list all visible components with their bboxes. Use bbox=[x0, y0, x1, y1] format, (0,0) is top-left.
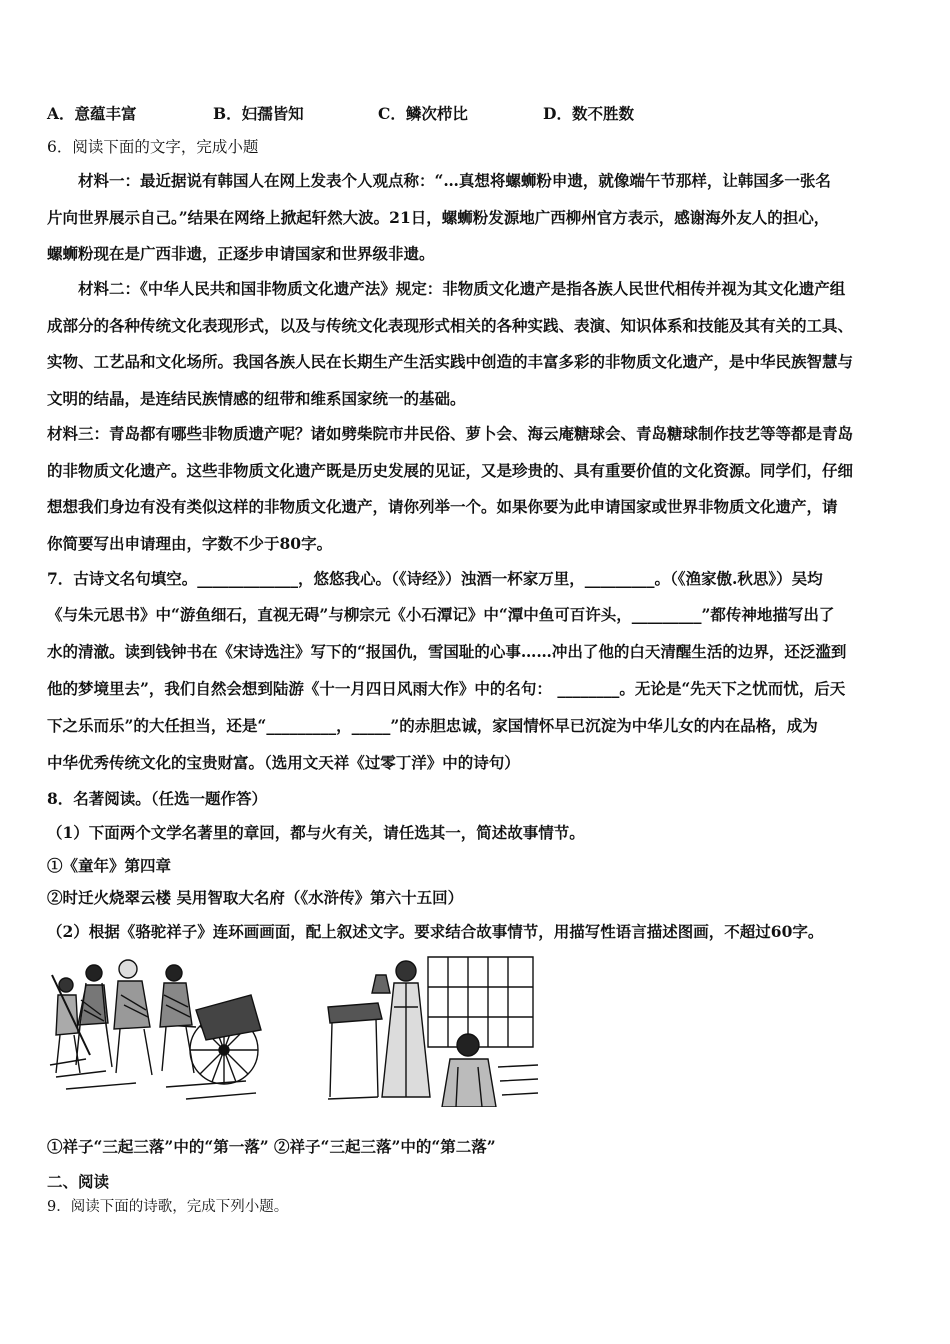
option-c: C．鳞次栉比 bbox=[378, 104, 468, 123]
material1-line: 材料一：最近据说有韩国人在网上发表个人观点称：“…真想将螺蛳粉申遗，就像端午节那样，让韩国多一张名 bbox=[78, 171, 831, 190]
q7-line: 他的梦境里去”，我们自然会想到陆游《十一月四日风雨大作》中的名句： ________。无论是“先天下之忧而忧，后天 bbox=[47, 679, 846, 698]
material3-line: 你简要写出申请理由，字数不少于80字。 bbox=[47, 534, 333, 553]
material3-line: 想想我们身边有没有类似这样的非物质文化遗产，请你列举一个。如果你要为此申请国家或世界非物质文化遗产，请 bbox=[47, 497, 838, 516]
q7-line: 7．古诗文名句填空。_____________，悠悠我心。（《诗经》）浊酒一杯家万里，_________。（《渔家傲.秋思》）吴均 bbox=[47, 569, 823, 588]
comic-panel-first-fall bbox=[46, 955, 268, 1105]
option-a: A．意蕴丰富 bbox=[47, 104, 137, 123]
q7-line: 水的清澈。读到钱钟书在《宋诗选注》写下的“报国仇，雪国耻的心事……冲出了他的白天清醒生活的边界，还泛滥到 bbox=[47, 642, 847, 661]
q9-heading: 9．阅读下面的诗歌，完成下列小题。 bbox=[47, 1199, 289, 1215]
material2-line: 文明的结晶，是连结民族情感的纽带和维系国家统一的基础。 bbox=[47, 389, 466, 408]
illustration-caption: ①祥子“三起三落”中的“第一落” ②祥子“三起三落”中的“第二落” bbox=[47, 1137, 496, 1156]
comic-panel-second-fall bbox=[318, 947, 540, 1107]
q8-part1: （1）下面两个文学名著里的章回，都与火有关，请任选其一，简述故事情节。 bbox=[47, 823, 585, 842]
q8-item2: ②时迁火烧翠云楼 吴用智取大名府（《水浒传》第六十五回） bbox=[47, 888, 464, 907]
material3-line: 的非物质文化遗产。这些非物质文化遗产既是历史发展的见证，又是珍贵的、具有重要价值的文化资源。同学们，仔细 bbox=[47, 461, 854, 480]
q6-heading: 6．阅读下面的文字，完成小题 bbox=[47, 138, 259, 156]
material1-line: 螺蛳粉现在是广西非遗，正逐步申请国家和世界级非遗。 bbox=[47, 244, 435, 263]
material2-line: 材料二：《中华人民共和国非物质文化遗产法》规定：非物质文化遗产是指各族人民世代相传并视为其文化遗产组 bbox=[78, 279, 846, 298]
q8-item1: ①《童年》第四章 bbox=[47, 856, 172, 875]
q8-part2: （2）根据《骆驼祥子》连环画画面，配上叙述文字。要求结合故事情节，用描写性语言描述图画，不超过60字。 bbox=[47, 922, 824, 941]
q7-line: 中华优秀传统文化的宝贵财富。（选用文天祥《过零丁洋》中的诗句） bbox=[47, 753, 520, 772]
section-title: 二、阅读 bbox=[47, 1172, 110, 1191]
q7-line: 《与朱元思书》中“游鱼细石，直视无碍”与柳宗元《小石潭记》中“潭中鱼可百许头，_________”都传神地描写出了 bbox=[47, 605, 835, 624]
option-b: B．妇孺皆知 bbox=[213, 104, 304, 123]
material3-line: 材料三：青岛都有哪些非物质遗产呢？诸如劈柴院市井民俗、萝卜会、海云庵糖球会、青岛糖球制作技艺等等都是青岛 bbox=[47, 424, 854, 443]
q7-line: 下之乐而乐”的大任担当，还是“_________，_____”的赤胆忠诚，家国情怀早已沉淀为中华儿女的内在品格，成为 bbox=[47, 716, 818, 735]
q8-heading: 8．名著阅读。（任选一题作答） bbox=[47, 789, 268, 808]
option-d: D．数不胜数 bbox=[543, 104, 634, 123]
material1-line: 片向世界展示自己。”结果在网络上掀起轩然大波。21日，螺蛳粉发源地广西柳州官方表示，感谢海外友人的担心， bbox=[47, 208, 830, 227]
material2-line: 实物、工艺品和文化场所。我国各族人民在长期生产生活实践中创造的丰富多彩的非物质文化遗产，是中华民族智慧与 bbox=[47, 352, 854, 371]
material2-line: 成部分的各种传统文化表现形式，以及与传统文化表现形式相关的各种实践、表演、知识体系和技能及其有关的工具、 bbox=[47, 316, 854, 335]
